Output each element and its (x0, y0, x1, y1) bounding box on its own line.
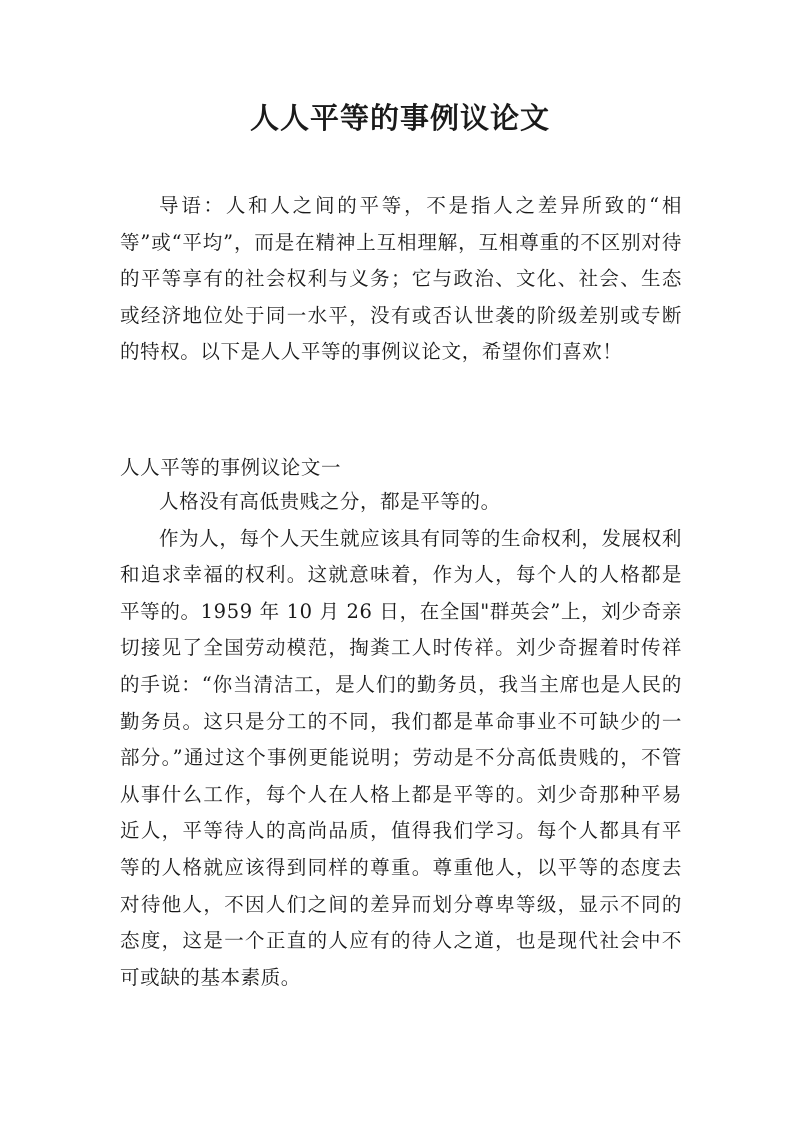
intro-section (120, 188, 682, 371)
document-title: 人人平等的事例议论文 (249, 101, 550, 135)
intro-paragraph: 导语：人和人之间的平等，不是指人之差异所致的“相等”或“平均”，而是在精神上互相理解，互相尊重的不区别对待的平等享有的社会权利与义务；它与政治、文化、社会、生态或经济地位处于同一水平，没有或否认世袭的阶级差别或专断的特权。以下是人人平等的事例议论文，希望你们喜欢！ (120, 194, 682, 364)
body-paragraph-2: 作为人，每个人天生就应该具有同等的生命权利，发展权利和追求幸福的权利。这就意味着，作为人，每个人的人格都是平等的。1959 年 10 月 26 日，在全国"群英会”上，刘少奇亲切接见了全国劳动模范，掏粪工人时传祥。刘少奇握着时传祥的手说：“你当清洁工，是人们的勤务员，我当主席也是人民的勤务员。这只是分工的不同，我们都是革命事业不可缺少的一部分。”通过这个事例更能说明；劳动是不分高低贵贱的，不管从事什么工作，每个人在人格上都是平等的。刘少奇那种平易近人，平等待人的高尚品质，值得我们学习。每个人都具有平等的人格就应该得到同样的尊重。尊重他人，以平等的态度去对待他人，不因人们之间的差异而划分尊卑等级，显示不同的态度，这是一个正直的人应有的待人之道，也是现代社会中不可或缺的基本素质。 (120, 526, 682, 989)
essay-body (120, 484, 682, 996)
section-heading: 人人平等的事例议论文一 (120, 456, 342, 479)
body-paragraph-1: 人格没有高低贵贱之分，都是平等的。 (159, 490, 501, 513)
